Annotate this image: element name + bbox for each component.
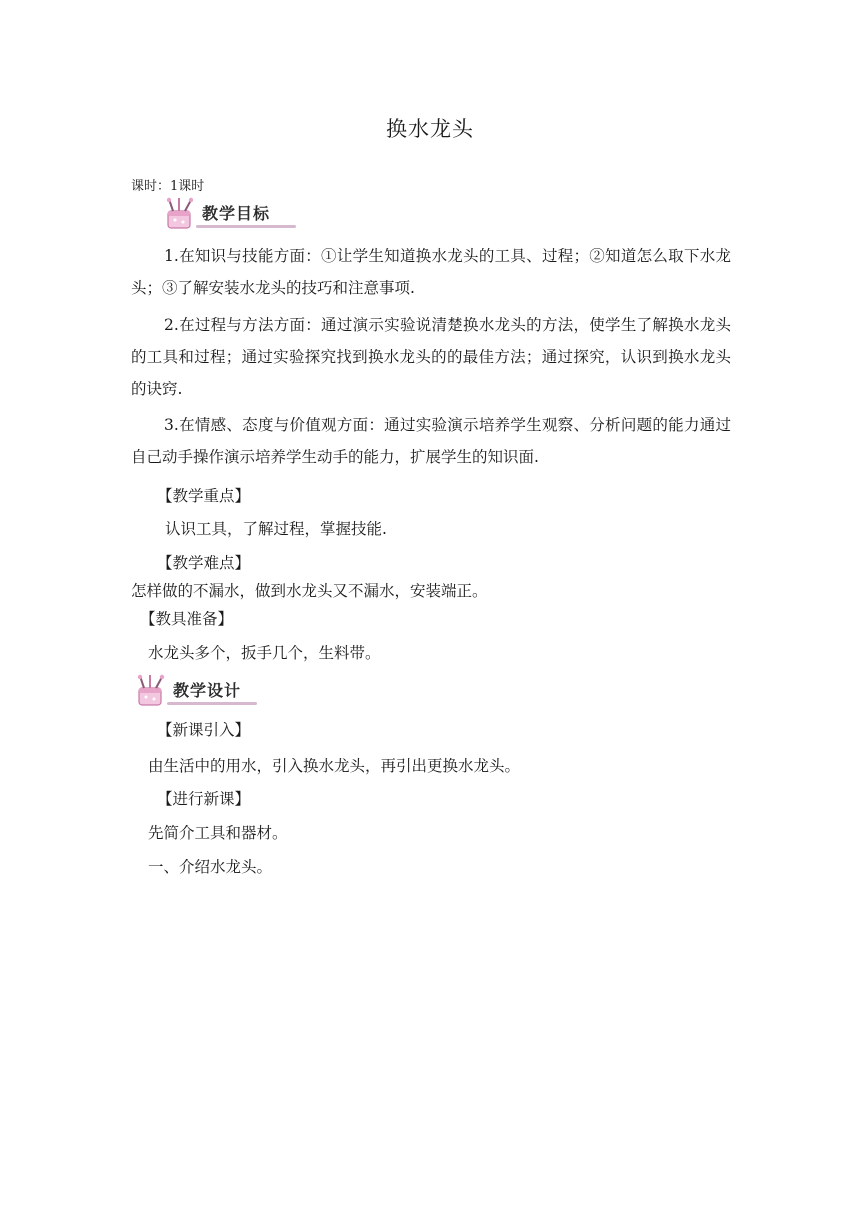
objective-item-2: 2.在过程与方法方面：通过演示实验说清楚换水龙头的方法，使学生了解换水龙头的工具和过程；通过实验探究找到换水龙头的的最佳方法；通过探究，认识到换水龙头的诀窍.	[131, 316, 731, 398]
intro-text: 由生活中的用水，引入换水龙头，再引出更换水龙头。	[148, 757, 521, 775]
key-points-heading: 【教学重点】	[157, 487, 251, 505]
design-badge-label: 教学设计	[173, 681, 242, 700]
new-lesson-text-2: 一、介绍水龙头。	[148, 858, 273, 876]
objective-item-3: 3.在情感、态度与价值观方面：通过实验演示培养学生观察、分析问题的能力通过自己动手操作演示培养学生动手的能力，扩展学生的知识面.	[131, 416, 731, 466]
key-points-text: 认识工具，了解过程，掌握技能.	[165, 520, 387, 538]
design-badge	[131, 674, 271, 708]
objectives-badge-label: 教学目标	[202, 204, 271, 223]
intro-heading: 【新课引入】	[157, 721, 251, 739]
materials-heading: 【教具准备】	[140, 610, 234, 628]
difficulties-heading: 【教学难点】	[157, 554, 251, 572]
difficulties-text: 怎样做的不漏水，做到水龙头又不漏水，安装端正。	[131, 582, 488, 600]
new-lesson-text-1: 先简介工具和器材。	[148, 824, 288, 842]
badge-underline	[167, 702, 257, 705]
lesson-hours: 课时：1课时	[131, 179, 205, 194]
objective-item-1: 1.在知识与技能方面：①让学生知道换水龙头的工具、过程；②知道怎么取下水龙头；③了解安装水龙头的技巧和注意事项.	[131, 247, 731, 297]
objectives-badge	[160, 197, 300, 231]
new-lesson-heading: 【进行新课】	[157, 790, 251, 808]
badge-underline	[196, 225, 296, 228]
page-title: 换水龙头	[386, 117, 474, 141]
materials-text: 水龙头多个，扳手几个，生料带。	[148, 644, 381, 662]
